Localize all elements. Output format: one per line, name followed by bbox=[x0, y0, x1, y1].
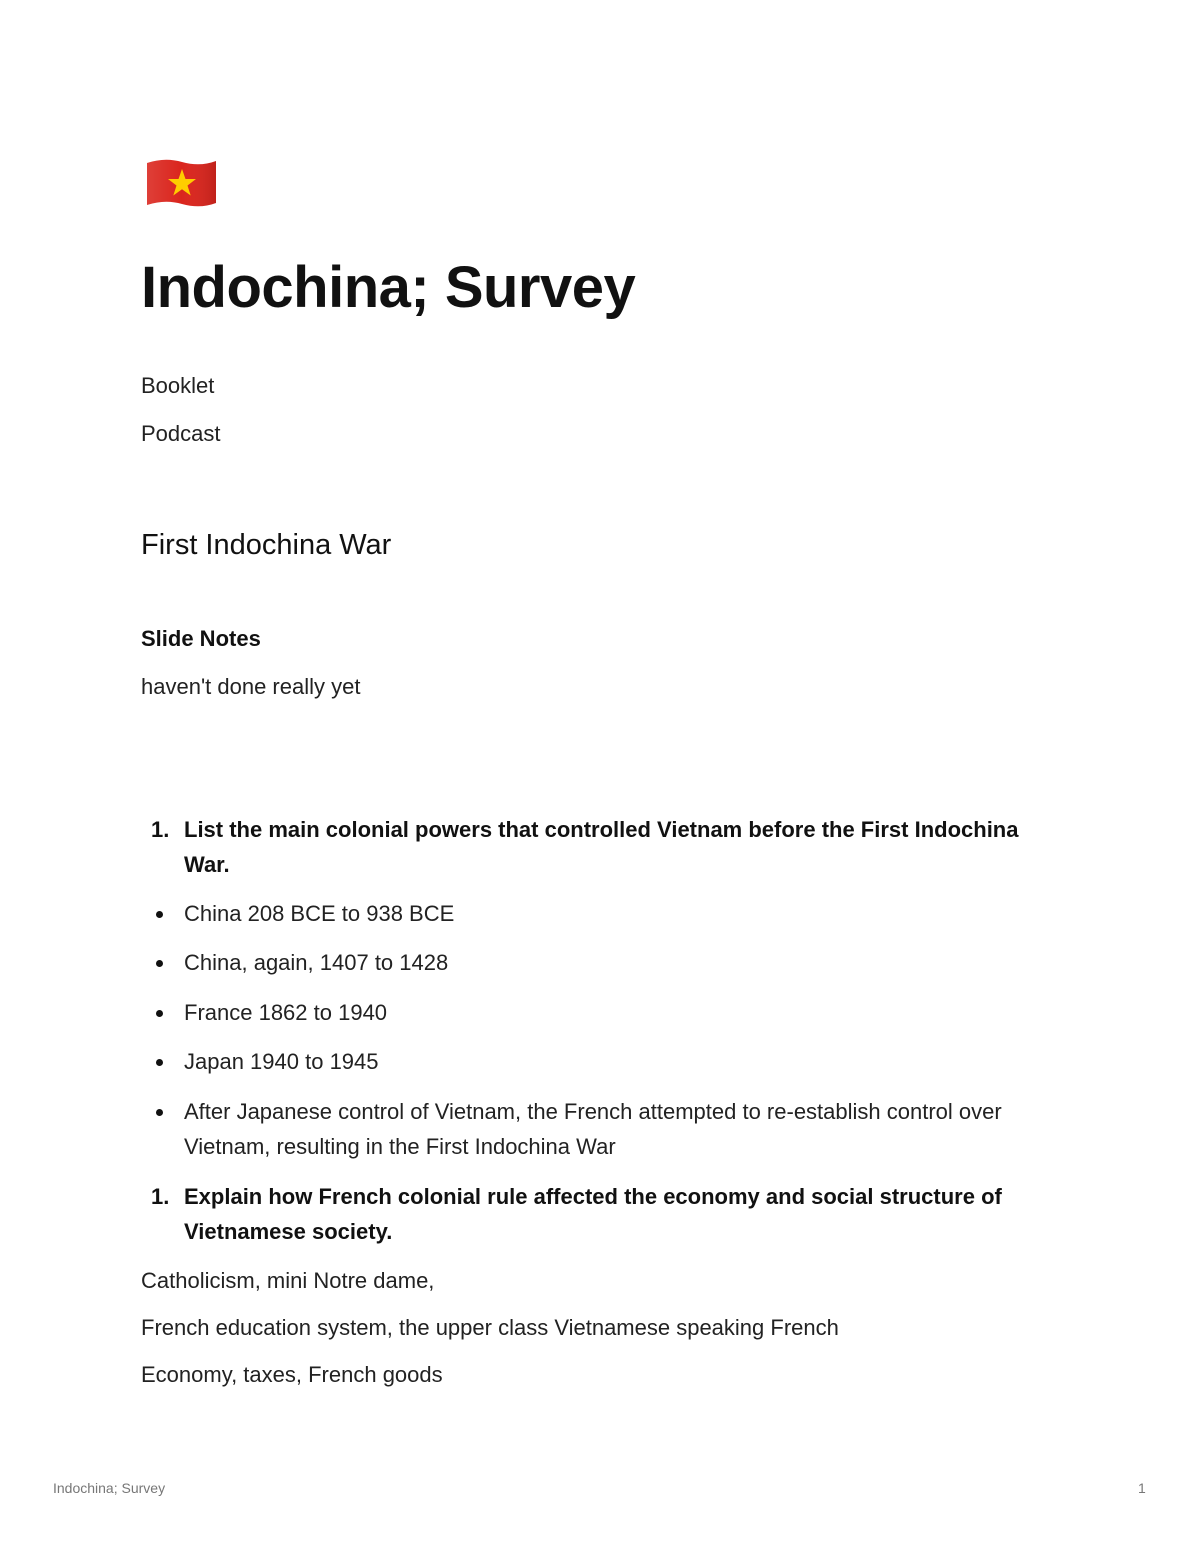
question-text: List the main colonial powers that controlled Vietnam before the First Indochina War. bbox=[184, 817, 1019, 877]
bullet-dot bbox=[156, 960, 163, 967]
question-number: 1. bbox=[151, 1184, 170, 1209]
section-heading: First Indochina War bbox=[141, 529, 392, 561]
answer-text: Economy, taxes, French goods bbox=[141, 1362, 443, 1387]
bullet-dot bbox=[156, 911, 163, 918]
question-text: Explain how French colonial rule affected the economy and social structure of Vietnamese society. bbox=[184, 1184, 1002, 1244]
slide-notes-text: haven't done really yet bbox=[141, 674, 361, 699]
list-item: After Japanese control of Vietnam, the French attempted to re-establish control over Vietnam, resulting in the First Indochina War bbox=[184, 1099, 1002, 1159]
page-title: Indochina; Survey bbox=[141, 255, 636, 320]
podcast-link[interactable]: Podcast bbox=[141, 421, 221, 446]
list-item: China 208 BCE to 938 BCE bbox=[184, 901, 455, 926]
footer-title: Indochina; Survey bbox=[53, 1480, 166, 1496]
bullet-dot bbox=[156, 1059, 163, 1066]
vietnam-flag-icon bbox=[145, 157, 218, 209]
booklet-link[interactable]: Booklet bbox=[141, 373, 215, 398]
list-item: France 1862 to 1940 bbox=[184, 1000, 388, 1025]
bullet-dot bbox=[156, 1109, 163, 1116]
answer-text: French education system, the upper class Vietnamese speaking French bbox=[141, 1315, 839, 1340]
page-number: 1 bbox=[1138, 1480, 1146, 1496]
list-item: China, again, 1407 to 1428 bbox=[184, 950, 449, 975]
slide-notes-heading: Slide Notes bbox=[141, 626, 261, 651]
answer-text: Catholicism, mini Notre dame, bbox=[141, 1268, 435, 1293]
question-number: 1. bbox=[151, 817, 170, 842]
bullet-dot bbox=[156, 1010, 163, 1017]
list-item: Japan 1940 to 1945 bbox=[184, 1049, 379, 1074]
